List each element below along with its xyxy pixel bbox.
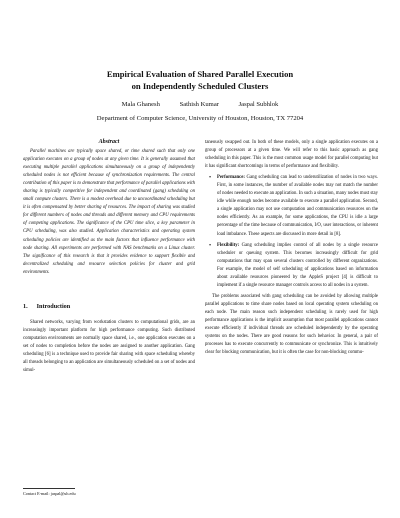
section-heading	[23, 303, 195, 310]
title-line-2: on Independently Scheduled Clusters	[131, 81, 269, 91]
abstract-text: Parallel machines are typically space shared, or time shared such that only one application executes on a group of nodes at any given time. It is generally assumed that executing multiple parallel applications simultaneously on a group of independently scheduled nodes is not efficient because of synchronization requirements. The central contribution of this paper is to demonstrate that performance of parallel applications with sharing is typically competitive for independent and coordinated (gang) scheduling on small compute clusters. There is a modest overhead due to uncoordinated scheduling but it is often compensated by better sharing of resources. The impact of sharing was studied for different numbers of nodes and threads and different memory and CPU requirements of competing applications. The significance of the CPU time slice, a key parameter in CPU scheduling, was also studied. Application characteristics and operating system scheduling policies are identified as the main factors that influence performance with node sharing. All experiments are performed with NAS benchmarks on a Linux cluster. The significance of this research is that it provides evidence to support flexible and decentralized scheduling and resource selection policies for cluster and grid environments.	[23, 149, 195, 275]
author-name: Jaspal Subhlok	[238, 101, 279, 108]
intro-paragraph: Shared networks, varying from workstation clusters to computational grids, are an increasingly important platform for high performance computing. Such distributed computation environments are normally space shared, i.e., one application executes on a set of nodes to completion before the nodes are assigned to another application. Gang scheduling [6] is a technique used to provide fair sharing with space scheduling whereby all threads belonging to an application are simultaneously scheduled on a set of nodes and simul-	[23, 319, 195, 374]
section-number: 1.	[23, 302, 28, 310]
right-column	[205, 139, 378, 357]
footnote-rule	[23, 488, 75, 489]
right-paragraph-2: The problems associated with gang scheduling can be avoided by allowing multiple parallel applications to time share nodes based on local operating system scheduling on each node. The main reason such independent scheduling is rarely used for high performance applications is the implicit assumption that most parallel applications cannot execute efficiently if individual threads are scheduled independently by the operating systems on the nodes. There are good reasons for such behavior. In general, a pair of processes has to execute concurrently to communicate or synchronize. This is intuitively clear for blocking communication, but it is often the case for non-blocking commu-	[205, 293, 378, 356]
author-name: Sathish Kumar	[179, 101, 219, 108]
left-column	[23, 139, 195, 375]
author-name: Mala Ghanesh	[121, 101, 160, 108]
right-paragraph-1: taneously swapped out. In both of these models, only a single application executes on a group of processors at a given time. We will refer to this basic approach as gang scheduling in this paper. This is the most common usage model for parallel computing but it has significant shortcomings in terms of performance and flexibility.	[205, 140, 378, 170]
bullet-item	[209, 242, 378, 290]
bullet-label: Flexibility:	[217, 242, 240, 248]
bullet-label: Performance:	[217, 175, 245, 181]
affiliation: Department of Computer Science, University of Houston, Houston, TX 77204	[96, 115, 304, 122]
bullet-item	[209, 174, 379, 238]
abstract-heading: Abstract	[98, 139, 120, 145]
bullet-text: Gang scheduling can lead to underutilization of nodes in two ways. First, in some instances, the number of available nodes may not match the number of nodes needed to execute an application. In such a situation, many nodes must stay idle while enough nodes become available to execute a parallel application. Second, a single application may not use computation and communication resources on the nodes efficiently. As an example, for some applications, the CPU is idle a large percentage of the time because of communication, I/O, user interactions, or inherent load imbalance. These aspects are discussed in more detail in [8].	[217, 175, 379, 237]
title-line-1: Empirical Evaluation of Shared Parallel Execution	[106, 69, 294, 79]
bullet-list	[205, 174, 378, 290]
section-title: Introduction	[36, 302, 71, 310]
paper-title	[40, 68, 360, 92]
bullet-icon: •	[209, 242, 212, 249]
footnote: Contact E-mail: jaspal@uh.edu	[23, 491, 76, 496]
author-list	[40, 101, 360, 108]
bullet-icon: •	[209, 175, 212, 182]
bullet-text: Gang scheduling implies control of all nodes by a single resource scheduler or queuing system. This becomes increasingly difficult for grid computations that may span several clusters controlled by different organizations. For example, the model of self scheduling of applications based on information about available resources pioneered by the AppleS project [4] is difficult to implement if a single resource manager controls access to all nodes in a system.	[217, 242, 378, 288]
